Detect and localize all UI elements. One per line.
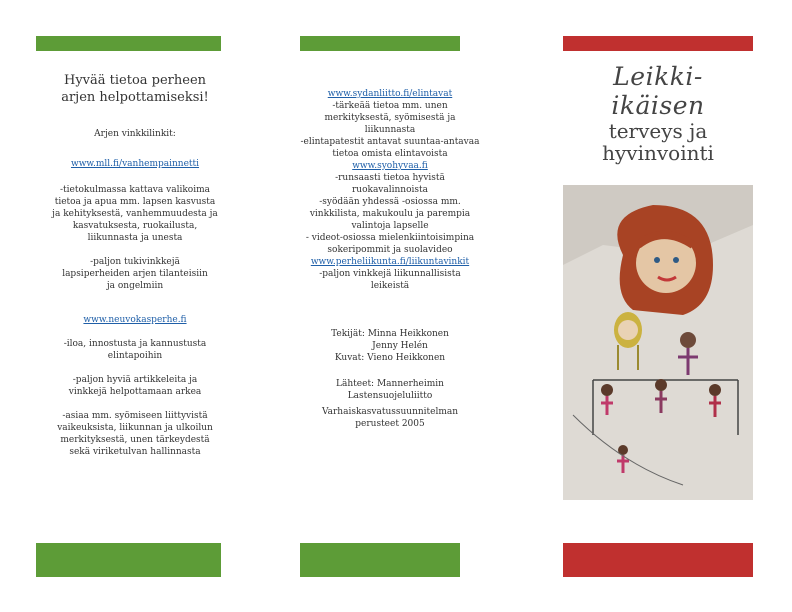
text-syo-3: - videot-osiossa mielenkiintoisimpina sokeripommit ja suolavideo [305,233,475,255]
panel-right [563,62,753,164]
sources-line: Lähteet: Mannerheimin Lastensuojeluliitto [336,379,444,401]
link-syohyvaa[interactable]: www.syohyvaa.fi [352,161,428,171]
author-2: Jenny Helén [372,341,428,351]
cover-title-line2: terveys ja [608,119,708,143]
text-mll-2: -paljon tukivinkkejä lapsiperheiden arjen tilanteisiin ja ongelmiin [62,257,208,291]
text-liikunta-1: -paljon vinkkejä liikunnallisista leikeistä [319,269,461,291]
child-drawing [563,185,753,500]
text-neuvokas-1: -iloa, innostusta ja kannustusta elintapoihin [63,339,207,361]
bottom-bar-right [563,543,753,577]
text-mll-1: -tietokulmassa kattava valikoima tietoa ja apua mm. lapsen kasvusta ja kehityksestä, vanhemmuudesta ja kasvatuksesta, ruokailusta, liikunnasta ja unesta [52,185,218,243]
text-neuvokas-3: -asiaa mm. syömiseen liittyvistä vaikeuksista, liikunnan ja ulkoilun merkityksestä, unen tärkeydestä sekä viriketulvan hallinnasta [57,411,213,457]
heading: Hyvää tietoa perheen arjen helpottamiseksi! [61,73,209,105]
top-bar-right [563,36,753,51]
authors-line: Tekijät: Minna Heikkonen [331,329,449,339]
illustrator: Kuvat: Vieno Heikkonen [334,353,446,363]
text-syo-2: -syödään yhdessä -osiossa mm. vinkkilista, makukoulu ja parempia valintoja lapselle [309,197,471,231]
link-perheliikunta[interactable]: www.perheliikunta.fi/liikuntavinkit [310,257,470,267]
link-sydanliitto[interactable]: www.sydanliitto.fi/elintavat [327,89,453,99]
panel-middle [290,88,490,430]
source-2: Varhaiskasvatussuunnitelman perusteet 2005 [321,407,459,429]
bottom-bar-left [36,543,221,577]
link-mll[interactable]: www.mll.fi/vanhempainnetti [70,159,200,169]
bottom-bar-middle [300,543,460,577]
panel-left [40,72,230,458]
text-neuvokas-2: -paljon hyviä artikkeleita ja vinkkejä helpottamaan arkea [68,375,202,397]
drawing-illustration [563,185,753,500]
top-bar-left [36,36,221,51]
cover-title-line3: hyvinvointi [602,141,714,165]
link-neuvokas[interactable]: www.neuvokasperhe.fi [83,315,187,325]
cover-title-line1: Leikki- ikäisen [611,62,705,120]
text-sydan-2: -elintapatestit antavat suuntaa-antavaa tietoa omista elintavoista [300,137,480,159]
text-sydan-1: -tärkeää tietoa mm. unen merkityksestä, syömisestä ja liikunnasta [324,101,456,135]
text-syo-1: -runsaasti tietoa hyvistä ruokavalinnoista [335,173,445,195]
top-bar-middle [300,36,460,51]
tips-label: Arjen vinkkilinkit: [94,129,176,139]
